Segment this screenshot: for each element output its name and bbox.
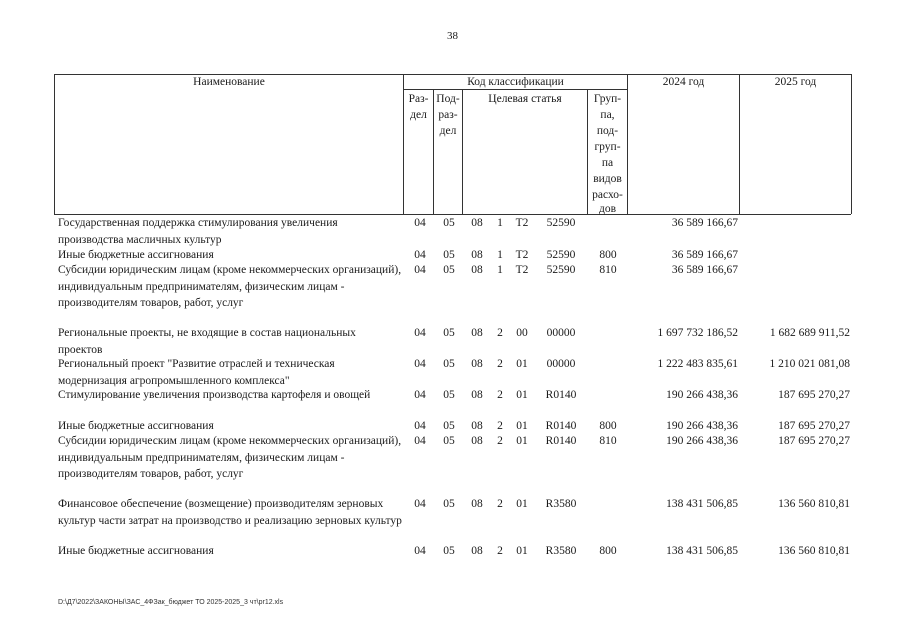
row-target-code-2: 2 — [497, 389, 503, 401]
row-amount-2025: 136 560 810,81 — [778, 545, 850, 557]
row-podrazdel: 05 — [443, 249, 455, 261]
row-target-code-2: 1 — [497, 264, 503, 276]
row-target-code-1: 08 — [471, 264, 483, 276]
row-target-code-1: 08 — [471, 420, 483, 432]
row-podrazdel: 05 — [443, 358, 455, 370]
row-target-code-1: 08 — [471, 545, 483, 557]
row-target-code-3: 01 — [516, 545, 528, 557]
row-podrazdel: 05 — [443, 435, 455, 447]
row-target-code-3: 00 — [516, 327, 528, 339]
row-name: Стимулирование увеличения производства картофеля и овощей — [58, 389, 371, 401]
row-name: Иные бюджетные ассигнования — [58, 420, 214, 432]
row-target-code-3: 01 — [516, 420, 528, 432]
row-amount-2025: 1 682 689 911,52 — [769, 327, 850, 339]
row-name: Иные бюджетные ассигнования — [58, 249, 214, 261]
row-target-code-4: 52590 — [546, 264, 576, 276]
row-amount-2024: 138 431 506,85 — [666, 498, 738, 510]
row-amount-2025: 187 695 270,27 — [778, 389, 850, 401]
row-razdel: 04 — [414, 358, 426, 370]
row-expense-group: 800 — [599, 249, 617, 261]
row-target-code-2: 1 — [497, 249, 503, 261]
row-amount-2025: 187 695 270,27 — [778, 435, 850, 447]
row-target-code-3: 01 — [516, 358, 528, 370]
row-target-code-2: 2 — [497, 327, 503, 339]
row-amount-2024: 190 266 438,36 — [666, 389, 738, 401]
row-name: Иные бюджетные ассигнования — [58, 545, 214, 557]
row-podrazdel: 05 — [443, 264, 455, 276]
row-name: Финансовое обеспечение (возмещение) производителям зерновых культур части затрат на производство и реализацию зерновых культур — [58, 498, 402, 527]
row-expense-group: 800 — [599, 420, 617, 432]
row-target-code-2: 1 — [497, 217, 503, 229]
header-classification-code: Код классификации — [467, 76, 564, 88]
header-year-2025: 2025 год — [774, 76, 817, 88]
row-amount-2025: 187 695 270,27 — [778, 420, 850, 432]
row-expense-group: 800 — [599, 545, 617, 557]
row-razdel: 04 — [414, 498, 426, 510]
row-amount-2024: 36 589 166,67 — [671, 249, 738, 261]
row-amount-2024: 1 697 732 186,52 — [657, 327, 738, 339]
row-razdel: 04 — [414, 545, 426, 557]
row-target-code-3: Т2 — [515, 264, 529, 276]
row-target-code-4: R3580 — [545, 545, 577, 557]
row-target-code-1: 08 — [471, 249, 483, 261]
row-amount-2025: 136 560 810,81 — [778, 498, 850, 510]
row-target-code-4: 52590 — [546, 217, 576, 229]
row-target-code-4: 00000 — [546, 327, 576, 339]
row-target-code-3: Т2 — [515, 249, 529, 261]
row-target-code-4: R0140 — [545, 435, 577, 447]
row-podrazdel: 05 — [443, 217, 455, 229]
row-razdel: 04 — [414, 217, 426, 229]
row-target-code-4: 00000 — [546, 358, 576, 370]
row-target-code-1: 08 — [471, 327, 483, 339]
row-target-code-4: R0140 — [545, 420, 577, 432]
row-razdel: 04 — [414, 249, 426, 261]
row-target-code-1: 08 — [471, 498, 483, 510]
row-name: Государственная поддержка стимулирования увеличения производства масличных культур — [58, 217, 338, 246]
row-name: Субсидии юридическим лицам (кроме некоммерческих организаций), индивидуальным предпринимателям, физическим лицам - производителям товаров, работ, услуг — [58, 264, 402, 309]
header-name: Наименование — [193, 76, 265, 88]
row-name: Субсидии юридическим лицам (кроме некоммерческих организаций), индивидуальным предпринимателям, физическим лицам - производителям товаров, работ, услуг — [58, 435, 402, 480]
page-number: 38 — [447, 30, 458, 42]
row-amount-2025: 1 210 021 081,08 — [769, 358, 850, 370]
row-target-code-3: 01 — [516, 498, 528, 510]
row-name: Региональный проект "Развитие отраслей и техническая модернизация агропромышленного комплекса" — [58, 358, 335, 387]
row-amount-2024: 36 589 166,67 — [671, 217, 738, 229]
row-target-code-4: 52590 — [546, 249, 576, 261]
row-razdel: 04 — [414, 420, 426, 432]
row-target-code-4: R3580 — [545, 498, 577, 510]
row-target-code-2: 2 — [497, 498, 503, 510]
row-podrazdel: 05 — [443, 327, 455, 339]
row-podrazdel: 05 — [443, 545, 455, 557]
row-amount-2024: 36 589 166,67 — [671, 264, 738, 276]
row-target-code-2: 2 — [497, 420, 503, 432]
row-podrazdel: 05 — [443, 498, 455, 510]
row-target-code-2: 2 — [497, 545, 503, 557]
row-amount-2024: 138 431 506,85 — [666, 545, 738, 557]
footer-file-path: D:\Д7\2022\ЗАКОНЫ\ЗАС_4ФЗак_бюджет ТО 2025-2025_3 чт\pr12.xls — [58, 599, 284, 606]
row-target-code-1: 08 — [471, 217, 483, 229]
header-year-2024: 2024 год — [662, 76, 705, 88]
row-name: Региональные проекты, не входящие в состав национальных проектов — [58, 327, 356, 356]
row-razdel: 04 — [414, 435, 426, 447]
row-razdel: 04 — [414, 264, 426, 276]
row-expense-group: 810 — [599, 264, 617, 276]
row-expense-group: 810 — [599, 435, 617, 447]
row-target-code-1: 08 — [471, 389, 483, 401]
row-razdel: 04 — [414, 327, 426, 339]
row-razdel: 04 — [414, 389, 426, 401]
row-amount-2024: 190 266 438,36 — [666, 420, 738, 432]
row-podrazdel: 05 — [443, 420, 455, 432]
row-target-code-2: 2 — [497, 358, 503, 370]
row-target-code-1: 08 — [471, 435, 483, 447]
row-amount-2024: 190 266 438,36 — [666, 435, 738, 447]
row-podrazdel: 05 — [443, 389, 455, 401]
header-target-article: Целевая статья — [488, 93, 562, 105]
row-amount-2024: 1 222 483 835,61 — [657, 358, 738, 370]
row-target-code-4: R0140 — [545, 389, 577, 401]
row-target-code-3: 01 — [516, 435, 528, 447]
row-target-code-3: 01 — [516, 389, 528, 401]
row-target-code-3: Т2 — [515, 217, 529, 229]
row-target-code-1: 08 — [471, 358, 483, 370]
row-target-code-2: 2 — [497, 435, 503, 447]
